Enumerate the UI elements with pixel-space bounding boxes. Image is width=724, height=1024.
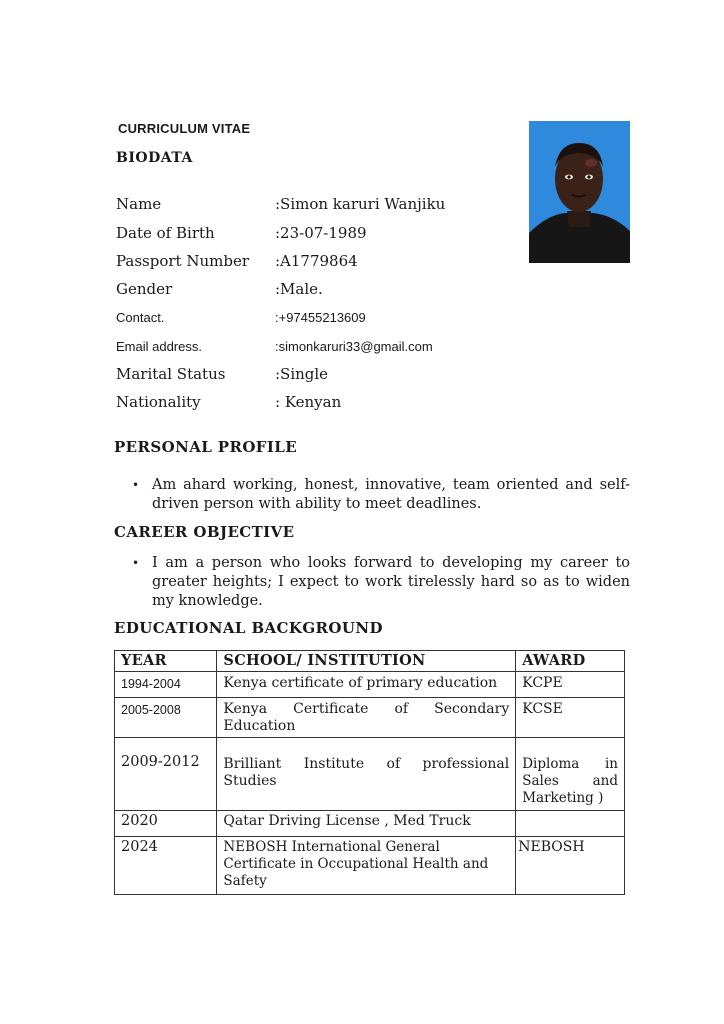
career-objective-text: I am a person who looks forward to developing my career to greater heights; I expect to work tirelessly hard so as to widen my knowledge. xyxy=(152,555,630,609)
biodata-value: : Kenyan xyxy=(275,393,342,411)
education-table xyxy=(114,650,625,895)
personal-profile-bullet xyxy=(132,476,632,516)
biodata-row-marital xyxy=(116,365,556,389)
award-cell: KCSE xyxy=(516,698,625,738)
bullet-icon: • xyxy=(132,556,140,570)
school-cell: Qatar Driving License , Med Truck xyxy=(217,811,516,837)
biodata-value: :Male. xyxy=(275,280,323,298)
table-header-row xyxy=(115,651,625,672)
award-cell: KCPE xyxy=(516,672,625,698)
award-cell: NEBOSH xyxy=(516,837,625,895)
school-cell: Kenya Certificate of Secondary Education xyxy=(217,698,516,738)
biodata-label: Passport Number xyxy=(116,252,250,270)
table-row xyxy=(115,738,625,811)
bullet-icon: • xyxy=(132,478,140,492)
school-cell: Brilliant Institute of professional Studies xyxy=(217,738,516,811)
biodata-label: Contact. xyxy=(116,310,165,325)
biodata-row-email xyxy=(116,337,556,361)
biodata-row-name xyxy=(116,195,556,219)
biodata-row-dob xyxy=(116,224,556,248)
biodata-value: :Single xyxy=(275,365,329,383)
table-row xyxy=(115,811,625,837)
table-row xyxy=(115,672,625,698)
column-header-year: YEAR xyxy=(115,651,217,672)
table-row xyxy=(115,698,625,738)
school-cell: Kenya certificate of primary education xyxy=(217,672,516,698)
biodata-value: :simonkaruri33@gmail.com xyxy=(275,339,433,354)
biodata-row-passport xyxy=(116,252,556,276)
year-cell: 2020 xyxy=(115,811,217,837)
biodata-label: Marital Status xyxy=(116,365,226,383)
biodata-label: Date of Birth xyxy=(116,224,215,242)
biodata-label: Name xyxy=(116,195,162,213)
year-cell: 1994-2004 xyxy=(115,672,217,698)
biodata-label: Gender xyxy=(116,280,173,298)
document-title: CURRICULUM VITAE xyxy=(118,121,251,136)
award-cell: Diploma in Sales and Marketing ) xyxy=(516,738,625,811)
biodata-row-gender xyxy=(116,280,556,304)
biodata-heading: BIODATA xyxy=(116,150,193,166)
school-cell: NEBOSH International General Certificate in Occupational Health and Safety xyxy=(217,837,516,895)
biodata-value: :Simon karuri Wanjiku xyxy=(275,195,446,213)
biodata-value: :+97455213609 xyxy=(275,310,366,325)
career-objective-bullet xyxy=(132,554,632,612)
personal-profile-heading: PERSONAL PROFILE xyxy=(114,438,298,456)
education-heading: EDUCATIONAL BACKGROUND xyxy=(114,619,383,637)
biodata-label: Email address. xyxy=(116,339,202,354)
career-objective-heading: CAREER OBJECTIVE xyxy=(114,523,295,541)
biodata-row-nationality xyxy=(116,393,556,417)
column-header-school: SCHOOL/ INSTITUTION xyxy=(217,651,516,672)
biodata-row-contact xyxy=(116,308,556,332)
award-cell xyxy=(516,811,625,837)
biodata-value: :A1779864 xyxy=(275,252,358,270)
year-cell: 2009-2012 xyxy=(115,738,217,811)
personal-profile-text: Am ahard working, honest, innovative, team oriented and self-driven person with ability to meet deadlines. xyxy=(152,477,630,512)
year-cell: 2005-2008 xyxy=(115,698,217,738)
biodata-value: :23-07-1989 xyxy=(275,224,367,242)
year-cell: 2024 xyxy=(115,837,217,895)
table-row xyxy=(115,837,625,895)
biodata-label: Nationality xyxy=(116,393,201,411)
column-header-award: AWARD xyxy=(516,651,625,672)
